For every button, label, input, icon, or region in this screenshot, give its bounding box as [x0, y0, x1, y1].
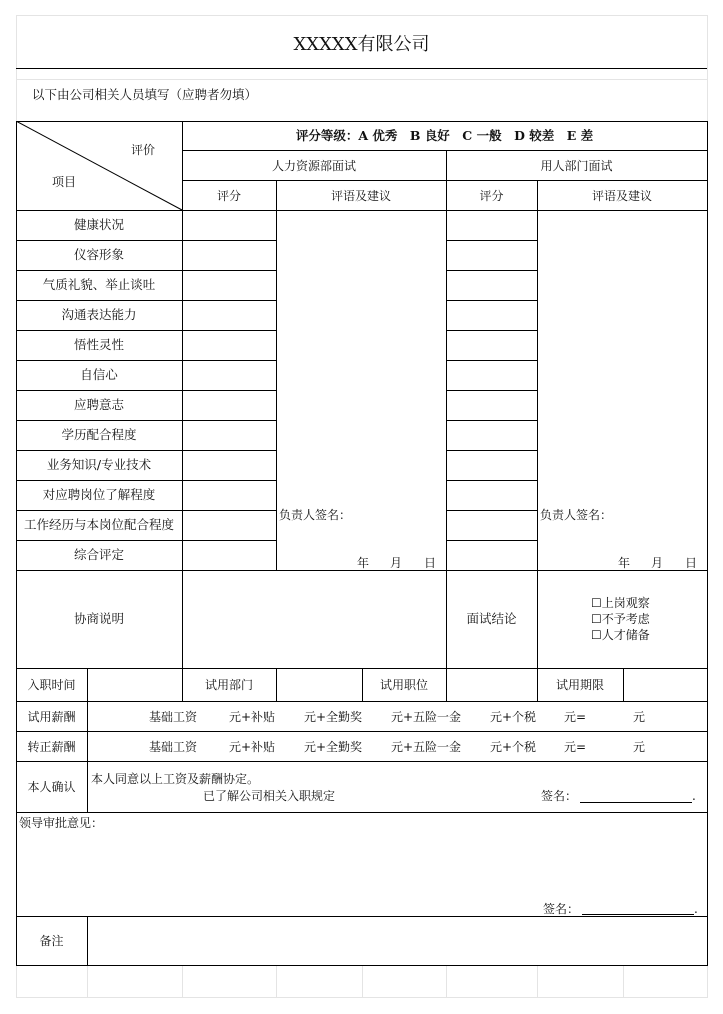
hr-owner-signature: 负责人签名：: [279, 508, 352, 522]
approval-sign-line[interactable]: [582, 914, 694, 915]
salary-label: 转正薪酬: [27, 740, 76, 754]
title-underline: [16, 68, 707, 69]
confirm-label: 本人确认: [27, 780, 76, 794]
header-line-1: [182, 150, 707, 151]
salary-tax: 元+个税: [490, 710, 537, 724]
trial-position-label: 试用职位: [379, 678, 428, 692]
evaluation-item-label: 自信心: [80, 367, 118, 382]
item-row-line: [16, 420, 182, 421]
salary-label: 试用薪酬: [27, 710, 76, 724]
dept-comments-header: 评语及建议: [591, 189, 652, 203]
salary-eq: 元=: [564, 710, 587, 724]
salary-eq: 元=: [564, 740, 587, 754]
item-row-line: [446, 510, 537, 511]
faint-grid-bottom-v6: [446, 965, 447, 998]
faint-grid-bottom-v3: [182, 965, 183, 998]
item-row-line: [16, 390, 182, 391]
col-446-items: [446, 210, 447, 571]
approval-sign-end: .: [694, 902, 698, 916]
item-row-line: [182, 240, 276, 241]
item-row-line: [182, 420, 276, 421]
item-row-line: [182, 300, 276, 301]
faint-grid-bottom-v9: [707, 965, 708, 998]
diag-label-item: 项目: [52, 175, 77, 189]
hr-comments-header: 评语及建议: [330, 189, 391, 203]
negotiation-label: 协商说明: [73, 611, 124, 626]
entry-time-label: 入职时间: [27, 678, 76, 692]
dept-interview-header: 用人部门面试: [540, 159, 613, 173]
rating-scale: 评分等级：A 优秀 B 良好 C 一般 D 较差 E 差: [295, 128, 594, 143]
item-row-line: [182, 540, 276, 541]
conclusion-option-trial[interactable]: ☐上岗观察: [591, 596, 650, 610]
onboard-col-623: [623, 668, 624, 701]
item-row-line: [182, 390, 276, 391]
item-row-line: [182, 330, 276, 331]
item-row-line: [16, 480, 182, 481]
hr-sign-day: 日: [424, 556, 437, 570]
diagonal-header-line: [16, 121, 183, 211]
salary-insurance: 元+五险一金: [391, 740, 462, 754]
faint-grid-bottom-v8: [623, 965, 624, 998]
salary-attendance: 元+全勤奖: [304, 740, 363, 754]
confirm-sign-label: 签名：: [541, 789, 578, 803]
confirm-line-1: 本人同意以上工资及薪酬协定。: [91, 772, 260, 786]
trial-period-label: 试用期限: [555, 678, 604, 692]
evaluation-item-label: 对应聘岗位了解程度: [42, 487, 156, 502]
col-276-items: [276, 210, 277, 571]
conclusion-label: 面试结论: [466, 611, 517, 626]
evaluation-item-label: 气质礼貌、举止谈吐: [42, 277, 156, 292]
salary-tax: 元+个税: [490, 740, 537, 754]
dept-sign-year: 年: [618, 556, 631, 570]
onboard-col-87: [87, 668, 88, 701]
remarks-label: 备注: [39, 934, 64, 948]
item-row-line: [182, 270, 276, 271]
evaluation-item-label: 仪容形象: [73, 247, 124, 262]
col-537-negotiation: [537, 570, 538, 668]
dept-sign-day: 日: [685, 556, 698, 570]
salary-allowance: 元+补贴: [229, 740, 276, 754]
approval-bottom-line: [16, 916, 707, 917]
evaluation-item-label: 工作经历与本岗位配合程度: [23, 517, 174, 532]
conclusion-option-reject[interactable]: ☐不予考虑: [591, 612, 650, 626]
confirm-sign-line[interactable]: [580, 802, 692, 803]
item-row-line: [446, 270, 537, 271]
item-row-line: [182, 510, 276, 511]
trial-dept-label: 试用部门: [204, 678, 253, 692]
onboard-col-276: [276, 668, 277, 701]
evaluation-item-label: 应聘意志: [73, 397, 124, 412]
item-row-line: [16, 330, 182, 331]
faint-grid-right: [707, 15, 708, 121]
item-row-line: [446, 480, 537, 481]
dept-score-header: 评分: [479, 189, 504, 203]
approval-label: 领导审批意见：: [19, 816, 104, 830]
item-row-line: [446, 330, 537, 331]
evaluation-item-label: 沟通表达能力: [61, 307, 137, 322]
faint-grid-bottom-v7: [537, 965, 538, 998]
col-537-items: [537, 210, 538, 571]
salary-bottom-line: [16, 761, 707, 762]
dept-sign-month: 月: [651, 556, 664, 570]
item-row-line: [446, 360, 537, 361]
item-row-line: [182, 450, 276, 451]
table-bottom-border: [16, 965, 708, 966]
hr-sign-month: 月: [390, 556, 403, 570]
faint-grid-bottom-v4: [276, 965, 277, 998]
onboard-bottom-line: [16, 701, 707, 702]
faint-grid-bottom-v2: [87, 965, 88, 998]
hr-score-header: 评分: [216, 189, 241, 203]
hr-sign-year: 年: [357, 556, 370, 570]
faint-grid-row: [16, 79, 707, 80]
salary-insurance: 元+五险一金: [391, 710, 462, 724]
item-row-line: [446, 540, 537, 541]
faint-grid-bottom-v5: [362, 965, 363, 998]
item-row-line: [16, 240, 182, 241]
item-row-line: [16, 360, 182, 361]
onboard-col-446: [446, 668, 447, 701]
salary-mid-line: [16, 731, 707, 732]
diag-label-evaluation: 评价: [131, 143, 156, 157]
confirm-line-2: 已了解公司相关入职规定: [203, 789, 336, 803]
header-line-2: [182, 180, 707, 181]
confirm-bottom-line: [16, 812, 707, 813]
confirm-sign-end: .: [692, 789, 696, 803]
salary-attendance: 元+全勤奖: [304, 710, 363, 724]
faint-grid-top: [16, 15, 707, 16]
item-row-line: [16, 540, 182, 541]
item-row-line: [182, 360, 276, 361]
item-row-line: [446, 390, 537, 391]
table-right-border: [707, 121, 708, 966]
conclusion-option-reserve[interactable]: ☐人才储备: [591, 628, 650, 642]
items-bottom-line: [16, 570, 707, 571]
evaluation-item-label: 业务知识/专业技术: [46, 457, 152, 472]
dept-owner-signature: 负责人签名：: [540, 508, 613, 522]
evaluation-item-label: 健康状况: [73, 217, 124, 232]
col-182-negotiation: [182, 570, 183, 668]
fill-note: 以下由公司相关人员填写（应聘者勿填）: [32, 87, 258, 102]
salary-base: 基础工资: [149, 710, 198, 724]
evaluation-item-label: 学历配合程度: [61, 427, 137, 442]
evaluation-item-label: 悟性灵性: [73, 337, 124, 352]
item-row-line: [16, 270, 182, 271]
item-row-line: [446, 300, 537, 301]
item-row-line: [446, 450, 537, 451]
salary-base: 基础工资: [149, 740, 198, 754]
salary-allowance: 元+补贴: [229, 710, 276, 724]
faint-grid-bottom-v1: [16, 965, 17, 998]
item-row-line: [16, 300, 182, 301]
item-row-line: [446, 240, 537, 241]
item-row-line: [446, 420, 537, 421]
page-title: XXXXX有限公司: [293, 34, 430, 55]
item-row-line: [16, 510, 182, 511]
hr-interview-header: 人力资源部面试: [271, 159, 356, 173]
item-row-line: [16, 450, 182, 451]
approval-sign-label: 签名：: [543, 902, 580, 916]
evaluation-item-label: 综合评定: [73, 547, 124, 562]
salary-unit: 元: [633, 710, 646, 724]
salary-unit: 元: [633, 740, 646, 754]
item-row-line: [182, 480, 276, 481]
